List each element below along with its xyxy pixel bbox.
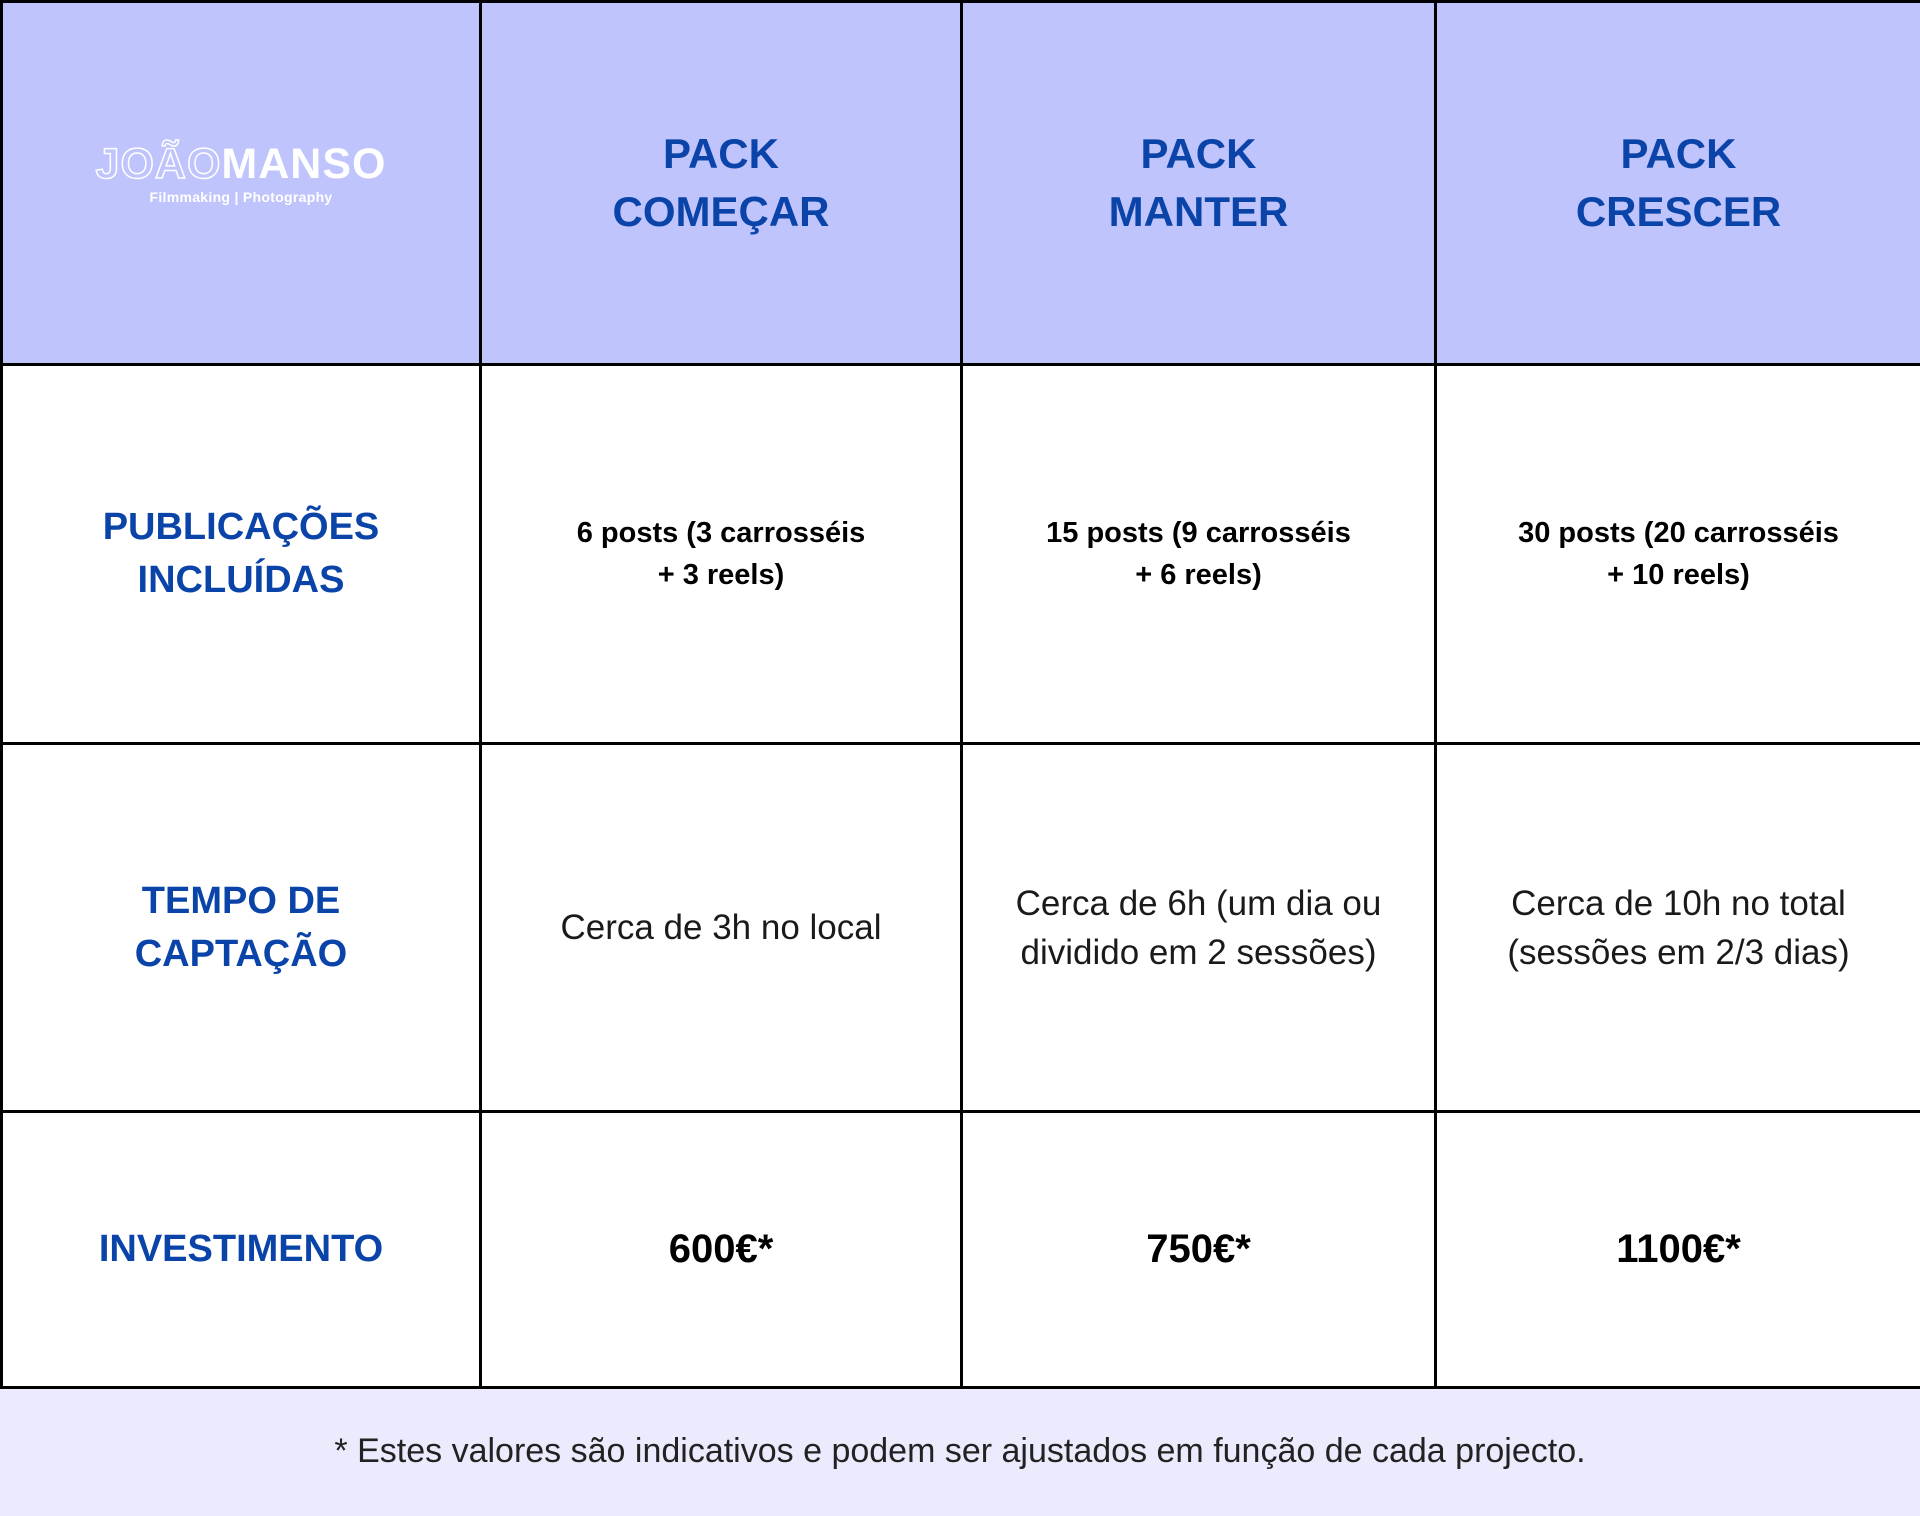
posts-line2: + 3 reels) — [657, 559, 785, 591]
investimento-row — [2, 1112, 1920, 1388]
row-label-line2: CAPTAÇÃO — [134, 932, 348, 975]
footnote: * Estes valores são indicativos e podem ser ajustados em função de cada projecto. — [334, 1431, 1586, 1470]
tempo-line2: (sessões em 2/3 dias) — [1507, 932, 1850, 972]
pack-title-line1: PACK — [1620, 130, 1737, 177]
row-label-tempo — [2, 744, 481, 1112]
price-value: 1100€* — [1616, 1227, 1741, 1271]
publicacoes-comecar — [481, 365, 962, 744]
tempo-row — [2, 744, 1920, 1112]
posts-line1: 6 posts (3 carrosséis — [576, 517, 866, 549]
header-row — [2, 2, 1920, 365]
row-label-line2: INCLUÍDAS — [137, 559, 345, 601]
logo-last-name: MANSO — [221, 140, 387, 188]
pack-title-line2: COMEÇAR — [612, 188, 830, 235]
logo-tagline: Filmmaking | Photography — [149, 189, 333, 205]
posts-line1: 30 posts (20 carrosséis — [1518, 517, 1839, 549]
price-value: 600€* — [668, 1227, 774, 1271]
tempo-line1: Cerca de 10h no total — [1511, 883, 1846, 923]
logo-cell — [2, 2, 481, 365]
posts-line2: + 6 reels) — [1135, 559, 1262, 591]
tempo-comecar — [481, 744, 962, 1112]
pack-header-crescer — [1436, 2, 1920, 365]
row-label-text: INVESTIMENTO — [98, 1228, 384, 1270]
publicacoes-row — [2, 365, 1920, 744]
pack-title-line1: PACK — [663, 130, 779, 177]
logo-first-name: JOÃO — [95, 140, 222, 188]
row-label-line1: TEMPO DE — [141, 879, 341, 922]
price-value: 750€* — [1146, 1227, 1251, 1271]
brand-logo — [96, 141, 387, 205]
price-manter — [962, 1112, 1436, 1388]
pack-title-line2: CRESCER — [1575, 188, 1782, 235]
price-comecar — [481, 1112, 962, 1388]
row-label-publicacoes — [2, 365, 481, 744]
row-label-line1: PUBLICAÇÕES — [102, 506, 380, 548]
pack-header-manter — [962, 2, 1436, 365]
tempo-line1: Cerca de 3h no local — [560, 908, 882, 947]
pack-title-line1: PACK — [1140, 130, 1257, 177]
tempo-manter — [962, 744, 1436, 1112]
row-label-investimento — [2, 1112, 481, 1388]
pack-header-comecar — [481, 2, 962, 365]
publicacoes-crescer — [1436, 365, 1920, 744]
publicacoes-manter — [962, 365, 1436, 744]
pack-title-line2: MANTER — [1108, 188, 1289, 235]
posts-line2: + 10 reels) — [1607, 559, 1750, 591]
tempo-crescer — [1436, 744, 1920, 1112]
price-crescer — [1436, 1112, 1920, 1388]
tempo-line2: dividido em 2 sessões) — [1020, 932, 1377, 972]
posts-line1: 15 posts (9 carrosséis — [1046, 517, 1351, 549]
tempo-line1: Cerca de 6h (um dia ou — [1015, 883, 1382, 923]
